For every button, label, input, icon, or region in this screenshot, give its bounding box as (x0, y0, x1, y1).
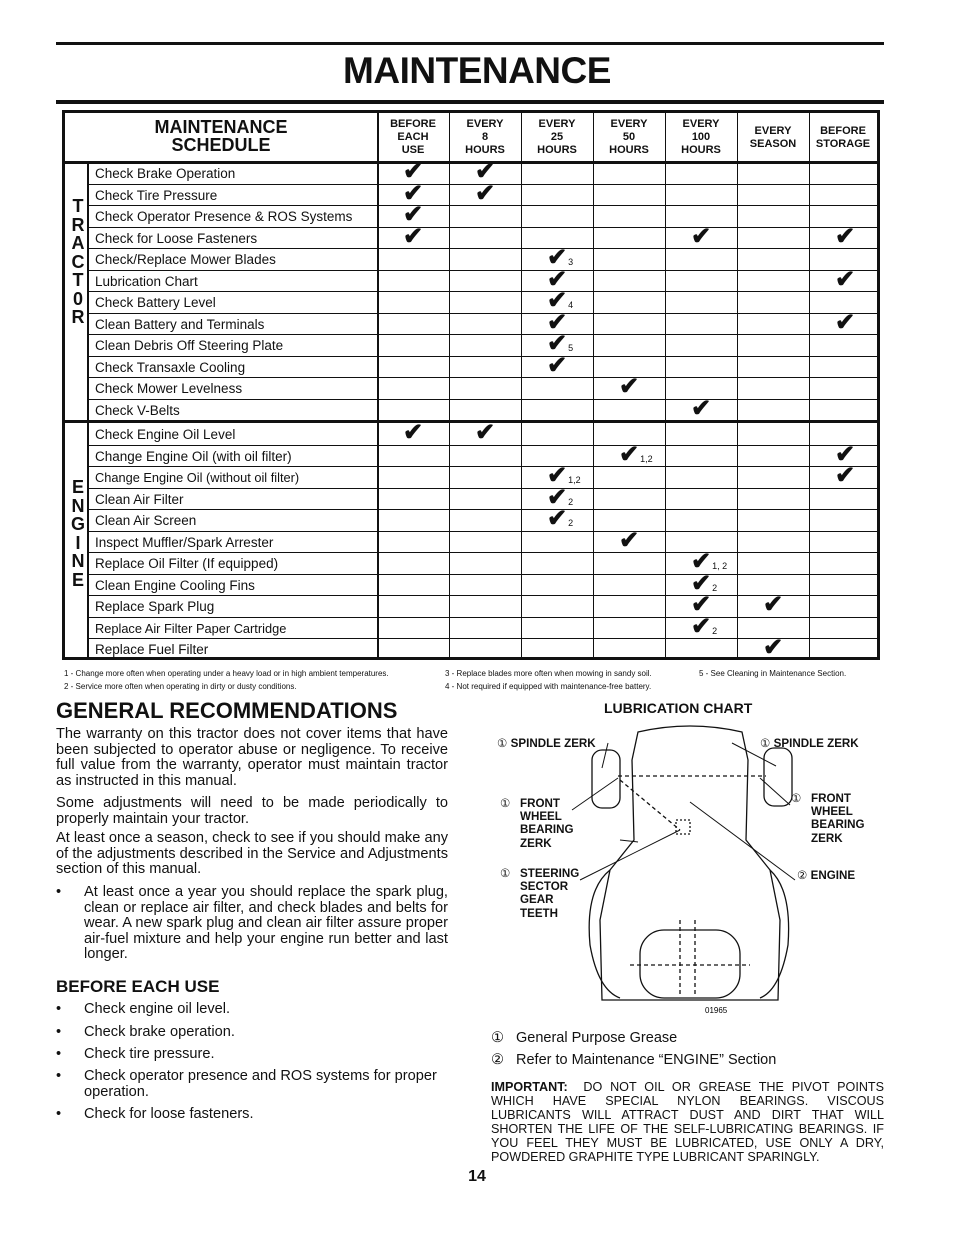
tractor-body-outline (600, 726, 780, 1000)
task-name: Replace Spark Plug (95, 599, 215, 614)
engine-label: ② ENGINE (797, 869, 856, 882)
column-divider (737, 113, 738, 660)
task-name: Check V-Belts (95, 402, 180, 418)
column-header (737, 113, 809, 162)
legend-engine: ② Refer to Maintenance “ENGINE” Section (491, 1052, 777, 1068)
bullet-dot: • (56, 1024, 62, 1040)
top-rule (56, 42, 884, 45)
row-divider (87, 270, 877, 271)
check-mark (619, 440, 653, 469)
steering-linkage (620, 780, 680, 830)
check-symbol: ✔ (403, 179, 424, 207)
row-divider (65, 161, 877, 164)
check-symbol: ✔ (763, 591, 784, 618)
check-symbol: ✔ (547, 287, 568, 314)
check-symbol: ✔ (403, 201, 424, 228)
task-name: Check Engine Oil Level (95, 427, 236, 442)
column-header-line: EVERY (538, 118, 576, 130)
check-symbol: ✔ (835, 440, 856, 468)
check-mark (403, 419, 424, 446)
check-symbol: ✔ (691, 591, 712, 618)
task-name: Clean Engine Cooling Fins (95, 577, 255, 593)
check-symbol: ✔ (547, 505, 568, 532)
task-name: Change Engine Oil (with oil filter) (95, 448, 292, 464)
check-symbol: ✔ (403, 158, 424, 185)
before-use-item-text: Check operator presence and ROS systems for proper operation. (84, 1068, 437, 1100)
check-mark (763, 591, 784, 618)
before-each-use-heading: BEFORE EACH USE (56, 977, 220, 996)
tractor-section-label (67, 197, 89, 327)
bullet-dot: • (56, 884, 62, 900)
column-header-line: HOURS (465, 144, 505, 156)
task-name: Check Operator Presence & ROS Systems (95, 209, 353, 224)
check-symbol: ✔ (403, 419, 424, 446)
column-header-line: BEFORE (820, 124, 866, 137)
check-symbol: ✔ (547, 244, 568, 271)
check-mark (835, 462, 856, 489)
check-note: 2 (568, 518, 574, 528)
section-letter: C (71, 251, 85, 272)
check-symbol: ✔ (835, 308, 856, 336)
check-mark (835, 308, 856, 336)
bullet-dot: • (56, 1046, 62, 1062)
check-symbol: ✔ (403, 222, 424, 250)
task-name: Replace Oil Filter (If equipped) (95, 556, 279, 571)
task-name: Clean Air Filter (95, 491, 184, 507)
spindle-zerk-left-label: ① SPINDLE ZERK (497, 737, 596, 750)
driveline-dashes (680, 920, 695, 995)
task-name: Check/Replace Mower Blades (95, 252, 276, 267)
column-divider (809, 113, 810, 660)
task-name: Replace Air Filter Paper Cartridge (95, 620, 287, 636)
task-name: Lubrication Chart (95, 273, 198, 289)
row-divider (87, 552, 877, 553)
column-divider (521, 113, 522, 660)
check-symbol: ✔ (619, 440, 640, 468)
section-letter: A (71, 233, 85, 253)
marker-2: ② (797, 869, 808, 882)
row-divider (87, 313, 877, 314)
section-letter: N (71, 495, 85, 516)
column-header-line: USE (401, 144, 425, 156)
marker-1: ① (500, 867, 511, 880)
schedule-heading-line1: MAINTENANCE (154, 117, 288, 137)
bullet-dot: • (56, 1068, 62, 1084)
task-name: Replace Fuel Filter (95, 642, 209, 657)
row-divider (87, 531, 877, 532)
check-note: 1,2 (640, 453, 653, 464)
task-name: Clean Air Screen (95, 513, 197, 528)
column-divider (449, 113, 450, 660)
season-paragraph: At least once a season, check to see if you should make any of the adjustments described in the Service and Adjustments section of this manual. (56, 830, 448, 878)
yearly-bullet-text: At least once a year you should replace the spark plug, clean or replace air filter, and check blades and belts for wear. A new spark plug and clean air filter assure proper air-fuel mixture and help your engine run better and last longer. (84, 884, 448, 963)
left-fender (589, 870, 620, 998)
check-symbol: ✔ (475, 419, 496, 446)
column-header (665, 113, 737, 162)
check-mark (547, 505, 574, 533)
check-symbol: ✔ (691, 394, 712, 422)
check-symbol: ✔ (547, 462, 568, 489)
row-divider (87, 399, 877, 400)
check-symbol: ✔ (619, 526, 640, 554)
column-header (449, 113, 521, 162)
task-name: Inspect Muffler/Spark Arrester (95, 534, 274, 550)
before-use-item-text: Check brake operation. (84, 1024, 235, 1040)
before-use-item-text: Check engine oil level. (84, 1001, 231, 1017)
adjustments-paragraph: Some adjustments will need to be made periodically to properly maintain your tractor. (56, 795, 448, 827)
page-number: 14 (468, 1168, 486, 1185)
row-divider (87, 334, 877, 335)
front-wheel-right-label: ① FRONT WHEEL BEARING ZERK (791, 792, 865, 845)
task-name: Clean Debris Off Steering Plate (95, 338, 284, 353)
marker-1: ① (491, 1030, 504, 1046)
column-header-line: 25 (550, 131, 564, 143)
check-mark (547, 351, 568, 379)
row-divider (87, 617, 877, 618)
legend-grease: ① General Purpose Grease (491, 1030, 678, 1046)
footnote-5: 5 - See Cleaning in Maintenance Section. (699, 669, 847, 678)
section-letter: I (75, 532, 81, 553)
right-front-wheel (764, 748, 792, 806)
marker-1: ① (760, 737, 771, 750)
section-letter: T (72, 270, 84, 290)
check-mark (475, 419, 496, 446)
page-title: MAINTENANCE (343, 50, 611, 91)
check-mark (835, 222, 856, 250)
footnote-4: 4 - Not required if equipped with maintenance-free battery. (445, 682, 652, 691)
task-name: Clean Battery and Terminals (95, 316, 265, 332)
section-letter: R (71, 214, 85, 235)
column-header-line: STORAGE (815, 137, 871, 150)
column-header (809, 113, 877, 162)
section-letter: R (71, 307, 85, 327)
check-symbol: ✔ (475, 158, 496, 185)
row-divider (87, 638, 877, 639)
check-note: 2 (712, 582, 718, 593)
task-name: Change Engine Oil (without oil filter) (95, 470, 300, 485)
rear-deck (640, 930, 740, 998)
marker-2: ② (491, 1052, 504, 1068)
check-note: 3 (568, 257, 574, 267)
column-header (593, 113, 665, 162)
check-mark (475, 179, 496, 207)
row-divider (87, 377, 877, 378)
schedule-heading (65, 118, 377, 154)
column-header (377, 113, 449, 162)
check-note: 2 (712, 625, 718, 636)
row-divider (87, 466, 877, 467)
row-divider (87, 248, 877, 249)
marker-1: ① (500, 797, 511, 810)
before-use-item-text: Check tire pressure. (84, 1046, 215, 1062)
column-header-line: EVERY (466, 118, 504, 130)
check-mark (619, 373, 640, 400)
check-symbol: ✔ (547, 330, 568, 357)
check-note: 1,2 (568, 475, 581, 485)
section-letter: E (71, 477, 84, 497)
check-note: 1, 2 (712, 561, 728, 571)
important-text: DO NOT OIL OR GREASE THE PIVOT POINTS WHICH HAVE SPECIAL NYLON BEARINGS. VISCOUS LUBRICANTS WILL ATTRACT DUST AND DIRT THAT WILL SHORTEN THE LIFE OF THE SELF-LUBRICATING BEARINGS. IF YOU FEEL THEY MUST BE LUBRICATED, USE ONLY A DRY, POWDERED GRAPHITE TYPE LUBRICANT SPARINGLY. (491, 1080, 885, 1164)
column-header-line: EVERY (610, 118, 648, 130)
general-recommendations-heading: GENERAL RECOMMENDATIONS (56, 698, 398, 723)
check-symbol: ✔ (547, 351, 568, 379)
section-letter: G (70, 514, 85, 534)
column-header-line: 8 (481, 131, 489, 143)
task-name: Check Battery Level (95, 295, 216, 310)
check-mark (691, 222, 712, 250)
figure-number: 01965 (705, 1006, 728, 1015)
steering-sector (676, 820, 690, 834)
section-letter: N (71, 551, 85, 571)
check-symbol: ✔ (835, 265, 856, 293)
spindle-zerk-right-label: ① SPINDLE ZERK (760, 737, 859, 750)
row-divider (87, 356, 877, 357)
bullet-dot: • (56, 1001, 62, 1017)
check-symbol: ✔ (835, 462, 856, 489)
marker-1: ① (791, 792, 802, 805)
row-divider (87, 291, 877, 292)
front-wheel-left-label: ① FRONT WHEEL BEARING ZERK (500, 797, 574, 850)
column-header-line: 100 (691, 131, 711, 143)
row-divider (87, 488, 877, 489)
column-header-line: 50 (622, 131, 636, 143)
maintenance-schedule-table (62, 110, 880, 660)
task-name: Check Tire Pressure (95, 187, 218, 203)
column-header-line: HOURS (609, 144, 649, 156)
check-mark (691, 394, 712, 422)
column-divider (593, 113, 594, 660)
footnote-3: 3 - Replace blades more often when mowing in sandy soil. (445, 669, 652, 678)
check-symbol: ✔ (475, 179, 496, 207)
check-symbol: ✔ (763, 634, 784, 661)
check-mark (691, 612, 718, 641)
task-name: Check Brake Operation (95, 166, 236, 181)
section-letter: E (71, 569, 84, 590)
lubrication-chart-title: LUBRICATION CHART (604, 700, 753, 716)
row-divider (87, 574, 877, 575)
column-header-line: HOURS (681, 144, 721, 156)
check-symbol: ✔ (691, 612, 712, 640)
footnote-1: 1 - Change more often when operating under a heavy load or in high ambient temperatures. (64, 669, 389, 678)
column-header-line: BEFORE (390, 118, 436, 130)
schedule-heading-line2: SCHEDULE (171, 135, 271, 155)
column-divider (377, 113, 379, 660)
column-header-line: HOURS (537, 144, 577, 156)
column-header-line: SEASON (749, 137, 797, 150)
check-mark (835, 265, 856, 293)
check-symbol: ✔ (547, 308, 568, 336)
check-symbol: ✔ (547, 265, 568, 293)
marker-1: ① (497, 737, 508, 750)
check-symbol: ✔ (619, 373, 640, 400)
check-symbol: ✔ (691, 569, 712, 597)
row-divider (87, 509, 877, 510)
row-divider (87, 227, 877, 228)
task-name: Check Mower Levelness (95, 381, 243, 396)
check-note: 2 (568, 496, 574, 507)
check-mark (763, 634, 784, 661)
before-use-item-text: Check for loose fasteners. (84, 1106, 254, 1122)
column-divider (665, 113, 666, 660)
important-label: IMPORTANT: (491, 1080, 568, 1094)
bullet-dot: • (56, 1106, 62, 1122)
important-note (491, 1080, 884, 1164)
column-header (521, 113, 593, 162)
column-header-line: EVERY (754, 124, 792, 137)
steering-sector-label: ① STEERING SECTOR GEAR TEETH (500, 867, 580, 920)
check-mark (619, 526, 640, 554)
column-header-line: EVERY (682, 118, 720, 130)
section-letter: 0 (72, 288, 83, 309)
check-mark (403, 222, 424, 250)
footnote-2: 2 - Service more often when operating in dirty or dusty conditions. (64, 682, 297, 691)
check-note: 4 (568, 300, 574, 310)
check-note: 5 (568, 343, 574, 353)
row-divider (65, 420, 877, 423)
check-symbol: ✔ (835, 222, 856, 250)
check-symbol: ✔ (547, 483, 568, 511)
task-name: Check Transaxle Cooling (95, 359, 246, 375)
section-letter: T (72, 196, 84, 216)
check-symbol: ✔ (691, 222, 712, 250)
engine-section-label (67, 478, 89, 589)
check-symbol: ✔ (691, 548, 712, 575)
title-underline (56, 100, 884, 104)
row-divider (87, 595, 877, 596)
column-header-line: EACH (397, 131, 429, 143)
task-name: Check for Loose Fasteners (95, 230, 258, 246)
warranty-paragraph: The warranty on this tractor does not cover items that have been subjected to operator abuse or negligence. To receive full value from the warranty, operator must maintain tractor as instructed in this manual. (56, 726, 448, 789)
